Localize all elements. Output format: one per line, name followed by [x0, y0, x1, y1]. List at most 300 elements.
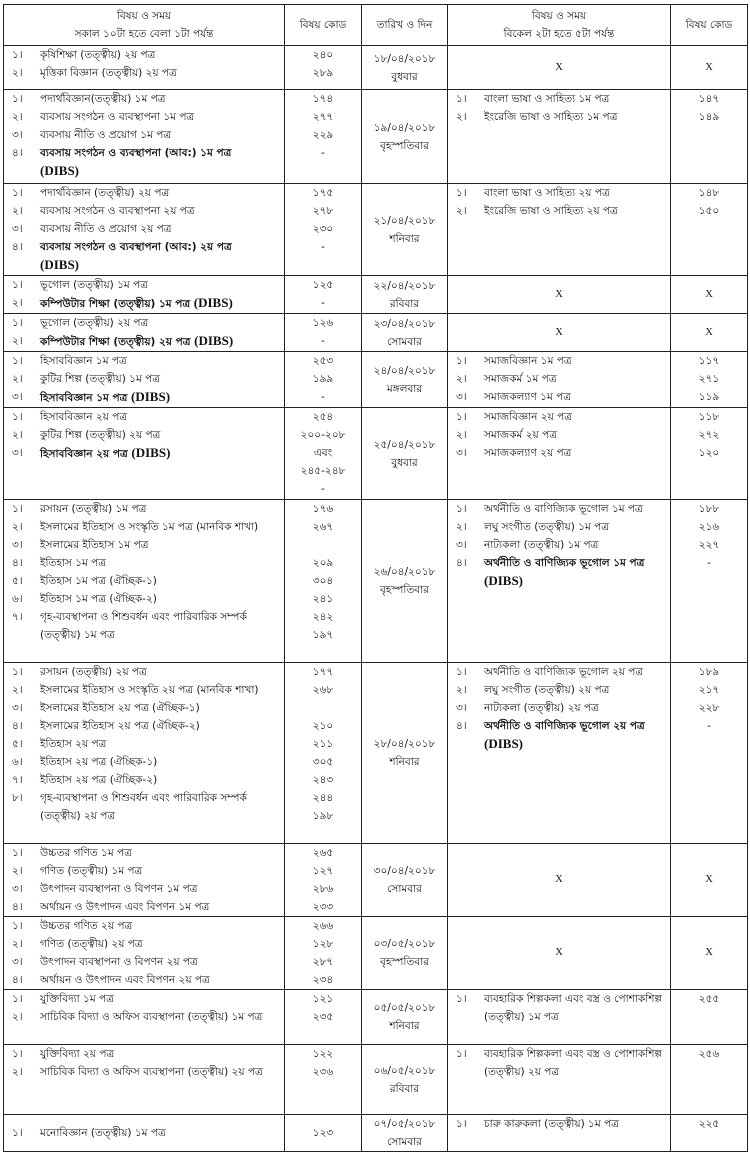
subject-text: সমাজকর্ম ২য় পত্র [484, 429, 557, 441]
code-list [285, 352, 361, 406]
code-list [671, 90, 747, 126]
subject-item [4, 917, 284, 935]
code-spacer [671, 735, 747, 753]
code-list [671, 990, 747, 1026]
subject-code: ৩০৫ [312, 756, 334, 768]
subject-code: ২৫৪ [312, 411, 334, 423]
header-row [4, 5, 748, 46]
day-name: বুধবার [391, 70, 418, 83]
serial-number: ১। [12, 317, 23, 329]
subject-code: ২৩৩ [312, 901, 334, 913]
serial-number: ৩। [456, 702, 467, 714]
subject-text: হিসাববিজ্ঞান ১ম পত্র [40, 355, 127, 367]
subject-text: ভূগোল (তত্ত্বীয়) ১ম পত্র [40, 279, 148, 291]
serial-number: ৩। [456, 391, 467, 403]
no-exam-mark: X [448, 844, 671, 917]
subject-text: পদার্থবিজ্ঞান (তত্ত্বীয়) ২য় পত্র [40, 187, 170, 199]
subject-item [448, 388, 670, 406]
morning-subjects [4, 408, 285, 500]
subject-code: ২৬৮ [312, 684, 334, 696]
serial-number: ১। [456, 1118, 467, 1130]
subject-code: ১২৬ [312, 317, 334, 329]
subject-text: লঘু সংগীত (তত্ত্বীয়) ২য় পত্র [484, 684, 610, 696]
subject-text: ব্যবসায় নীতি ও প্রয়োগ ২য় পত্র [40, 223, 172, 235]
date-value: ০৭/০৫/২০১৮ [373, 1118, 436, 1130]
code-list [285, 314, 361, 350]
subject-code: ১২৫ [312, 279, 334, 291]
subject-item [4, 844, 284, 862]
date-value: ২২/০৪/২০১৮ [373, 279, 436, 292]
subject-name [40, 753, 284, 771]
subject-code: ২৭৮ [312, 205, 334, 217]
subject-name [40, 1124, 284, 1142]
morning-codes [285, 314, 362, 352]
morning-codes [285, 46, 362, 90]
subject-code: ১১৮ [698, 411, 720, 423]
subject-name [40, 220, 284, 238]
subject-item [4, 388, 284, 407]
morning-codes [285, 352, 362, 408]
subject-name [40, 953, 284, 971]
subject-code: ২১১ [312, 738, 334, 750]
exam-date [362, 408, 448, 500]
subject-code: ১২৩ [312, 1127, 334, 1139]
subject-text: হিসাববিজ্ঞান ২য় পত্র [40, 448, 128, 460]
subject-name [40, 1008, 284, 1026]
subject-code: ২৫৬ [698, 1048, 720, 1060]
subject-code: ১৯৯ [312, 373, 334, 385]
subject-list [448, 90, 670, 126]
serial-number: ১। [12, 993, 23, 1005]
serial-number: ৪। [456, 557, 467, 569]
serial-number: ১। [456, 666, 467, 678]
exam-date [362, 844, 448, 917]
morning-subjects [4, 352, 285, 408]
subject-text: ইতিহাস ১ম পত্র (ঐচ্ছিক-২) [40, 593, 157, 605]
subject-code: ১৯৮ [312, 810, 334, 822]
code-list [285, 1045, 361, 1099]
subject-name [484, 990, 670, 1026]
serial-number: ১। [456, 503, 467, 515]
subject-text: ব্যবসায় সংগঠন ও ব্যবস্থাপনা (আব:) ২য় পত্র [40, 241, 232, 253]
subject-text: ব্যবহারিক শিল্পকলা এবং বস্ত্র ও পোশাকশিল্প (তত্ত্বীয়) ১ম পত্র [484, 993, 662, 1023]
subject-list [4, 917, 284, 989]
subject-code: ১৭৪ [312, 93, 334, 105]
subject-name [484, 1115, 670, 1133]
no-exam-mark: X [448, 276, 671, 314]
exam-row [4, 500, 748, 663]
morning-title: বিষয় ও সময় [116, 10, 172, 22]
subject-item [448, 370, 670, 388]
exam-row [4, 314, 748, 352]
subject-item [448, 717, 670, 754]
subject-item [4, 276, 284, 294]
subject-name [40, 789, 284, 825]
serial-number: ২। [456, 521, 467, 533]
date-value: ২৩/০৪/২০১৮ [373, 317, 436, 330]
day-name: শনিবার [389, 756, 420, 768]
code-list [285, 184, 361, 274]
afternoon-subjects [448, 990, 671, 1045]
subject-name [40, 444, 284, 463]
subject-item [448, 681, 670, 699]
serial-number: ১। [12, 355, 23, 367]
serial-number: ১। [12, 666, 23, 678]
subject-name [40, 184, 284, 202]
subject-code: ১২৭ [312, 865, 334, 877]
subject-item [4, 64, 284, 82]
serial-number: ২। [12, 67, 23, 79]
serial-number: ৭। [12, 611, 23, 623]
exam-date [362, 990, 448, 1045]
subject-text: যুক্তিবিদ্যা ১ম পত্র [40, 993, 114, 1005]
exam-date [362, 500, 448, 663]
serial-number: ৪। [12, 557, 23, 569]
subject-name [40, 332, 284, 351]
subject-code: ১১৯ [698, 391, 720, 403]
date-value: ১৯/০৪/২০১৮ [373, 121, 436, 134]
subject-code: ২৬৬ [312, 920, 334, 932]
serial-number: ৪। [12, 147, 23, 159]
subject-list [4, 1124, 284, 1142]
day-name: বুধবার [391, 456, 418, 469]
subject-text: ইসলামের ইতিহাস ২য় পত্র (ঐচ্ছিক-১) [40, 702, 200, 714]
subject-name [40, 898, 284, 916]
subject-item [448, 108, 670, 126]
subject-code: ২৪৩ [312, 774, 334, 786]
afternoon-time: বিকেল ২টা হতে ৫টা পর্যন্ত [503, 28, 615, 40]
subject-list [448, 663, 670, 754]
subject-item [4, 699, 284, 717]
code-list [285, 990, 361, 1044]
code-list [671, 500, 747, 590]
subject-item [448, 518, 670, 536]
serial-number: ২। [12, 335, 23, 347]
serial-number: ৩। [12, 129, 23, 141]
subject-code: ২৪৪ [312, 792, 334, 804]
exam-row [4, 917, 748, 990]
morning-subjects [4, 500, 285, 663]
no-exam-code-mark: X [671, 276, 748, 314]
subject-text: ভূগোল (তত্ত্বীয়) ২য় পত্র [40, 317, 149, 329]
subject-name [484, 681, 670, 699]
exam-date [362, 663, 448, 844]
subject-item [448, 663, 670, 681]
subject-code: ১২৮ [312, 938, 334, 950]
subject-item [4, 1008, 284, 1026]
serial-number: ১। [12, 279, 23, 291]
morning-subjects [4, 1045, 285, 1115]
serial-number: ৩। [12, 391, 23, 403]
serial-number: ২। [12, 938, 23, 950]
subject-item [448, 90, 670, 108]
subject-name [40, 370, 284, 388]
subject-name [40, 699, 284, 717]
subject-name [40, 608, 284, 644]
serial-number: ৫। [12, 738, 23, 750]
subject-list [4, 990, 284, 1026]
serial-number: ৭। [12, 774, 23, 786]
code-list [671, 1045, 747, 1081]
subject-name [40, 64, 284, 82]
date-value: ২৫/০৪/২০১৮ [373, 438, 436, 451]
subject-item [448, 536, 670, 554]
subject-text: ইতিহাস ২য় পত্র [40, 738, 107, 750]
subject-text: মৃত্তিকা বিজ্ঞান (তত্ত্বীয়) ২য় পত্র [40, 67, 177, 79]
subject-text: গণিত (তত্ত্বীয়) ১ম পত্র [40, 865, 143, 877]
morning-time: সকাল ১০টা হতে বেলা ১টা পর্যন্ত [74, 28, 214, 40]
subject-item [4, 590, 284, 608]
subject-text: যুক্তিবিদ্যা ২য় পত্র [40, 1048, 115, 1060]
subject-code: ২৫৫ [698, 993, 720, 1005]
subject-item [448, 500, 670, 518]
subject-name [40, 352, 284, 370]
subject-item [4, 554, 284, 572]
subject-name [484, 663, 670, 681]
code-list [285, 917, 361, 989]
exam-row [4, 844, 748, 917]
subject-name [484, 554, 670, 591]
subject-code: ২৭৭ [312, 111, 334, 123]
subject-item [4, 572, 284, 590]
day-name: শনিবার [389, 232, 420, 245]
subject-name [40, 717, 284, 735]
subject-code: ২৬৫ [312, 847, 334, 859]
day-name: মঙ্গলবার [386, 382, 423, 395]
no-exam-code-mark: X [671, 46, 748, 90]
subject-text: ইসলামের ইতিহাস ১ম পত্র [40, 539, 149, 551]
subject-text: গৃহ-ব্যবস্থাপনা ও শিশুবর্ধন এবং পারিবারিক সম্পর্ক (তত্ত্বীয়) ২য় পত্র [40, 792, 247, 822]
morning-codes [285, 844, 362, 917]
subject-name [40, 771, 284, 789]
serial-number: ১। [456, 1048, 467, 1060]
subject-name [484, 426, 670, 444]
subject-text: অর্থনীতি ও বাণিজ্যিক ভূগোল ১ম পত্র [484, 503, 643, 515]
date-value: ২৮/০৪/২০১৮ [373, 738, 436, 750]
morning-codes [285, 500, 362, 663]
serial-number: ২। [12, 521, 23, 533]
subject-text: গণিত (তত্ত্বীয়) ২য় পত্র [40, 938, 143, 950]
subject-item [4, 144, 284, 181]
serial-number: ৬। [12, 593, 23, 605]
afternoon-subjects [448, 500, 671, 663]
afternoon-header [448, 5, 671, 46]
subject-text: ইসলামের ইতিহাস ও সংস্কৃতি ১ম পত্র (মানবিক শাখা) [40, 521, 259, 533]
subject-name [40, 844, 284, 862]
subject-item [4, 332, 284, 351]
serial-number: ১। [12, 847, 23, 859]
subject-code: ২৫৩ [312, 355, 334, 367]
morning-subjects [4, 990, 285, 1045]
subject-item [448, 184, 670, 202]
code-list [285, 46, 361, 82]
subject-list [4, 408, 284, 463]
subject-code: ১৯৭ [312, 629, 334, 641]
subject-name [40, 388, 284, 407]
subject-item [4, 108, 284, 126]
subject-name [484, 408, 670, 426]
subject-code: ২২৭ [698, 539, 720, 551]
no-exam-mark: X [448, 314, 671, 352]
subject-code: ২৮৯ [312, 67, 334, 79]
subject-text: ইংরেজি ভাষা ও সাহিত্য ২য় পত্র [484, 205, 618, 217]
subject-text: ইসলামের ইতিহাস ২য় পত্র (ঐচ্ছিক-২) [40, 720, 200, 732]
subject-code: ২০০-২০৮ [300, 429, 346, 441]
subject-name [40, 917, 284, 935]
subject-name [484, 352, 670, 370]
serial-number: ২। [12, 205, 23, 217]
date-value: ০৩/০৫/২০১৮ [373, 938, 436, 950]
subject-name [40, 971, 284, 989]
subject-item [448, 554, 670, 591]
subject-item [4, 971, 284, 989]
dibs-tag: (DIBS) [194, 333, 234, 348]
no-exam-code-mark: X [671, 314, 748, 352]
subject-item [4, 898, 284, 916]
exam-row [4, 276, 748, 314]
subject-name [40, 880, 284, 898]
subject-name [484, 108, 670, 126]
morning-codes [285, 663, 362, 844]
subject-item [448, 352, 670, 370]
afternoon-codes [671, 990, 748, 1045]
subject-code: ২৪২ [312, 611, 334, 623]
serial-number: ১। [456, 355, 467, 367]
subject-text: সমাজকর্ম ১ম পত্র [484, 373, 557, 385]
subject-item [4, 426, 284, 444]
date-value: ১৮/০৪/২০১৮ [373, 52, 436, 65]
subject-list [448, 408, 670, 462]
afternoon-codes [671, 1115, 748, 1152]
subject-code: ১৭৫ [312, 187, 334, 199]
subject-name [40, 90, 284, 108]
serial-number: ১। [12, 920, 23, 932]
exam-date [362, 352, 448, 408]
serial-number: ১। [12, 1127, 23, 1139]
subject-text: ব্যবহারিক শিল্পকলা এবং বস্ত্র ও পোশাকশিল্প (তত্ত্বীয়) ২য় পত্র [484, 1048, 662, 1078]
subject-name [40, 990, 284, 1008]
serial-number: ১। [12, 411, 23, 423]
subject-name [40, 238, 284, 275]
subject-code-extra: ২৪৫-২৪৮ [300, 465, 346, 477]
subject-name [40, 426, 284, 444]
code-list [671, 663, 747, 753]
serial-number: ১। [12, 49, 23, 61]
code-list [285, 276, 361, 312]
serial-number: ২। [456, 205, 467, 217]
subject-text: নাট্যকলা (তত্ত্বীয়) ২য় পত্র [484, 702, 599, 714]
subject-item [448, 1045, 670, 1081]
subject-code: ২২৮ [698, 702, 720, 714]
no-exam-mark: X [448, 917, 671, 990]
afternoon-title: বিষয় ও সময় [531, 10, 587, 22]
subject-name [40, 1063, 284, 1081]
afternoon-subjects [448, 663, 671, 844]
code-list [285, 500, 361, 662]
morning-codes [285, 1045, 362, 1115]
subject-text: উচ্চতর গণিত ২য় পত্র [40, 920, 133, 932]
subject-list [4, 1045, 284, 1081]
subject-code: ১২১ [312, 993, 334, 1005]
subject-code: ১৪৭ [698, 93, 720, 105]
subject-code: - [321, 241, 325, 253]
subject-name [484, 717, 670, 754]
exam-routine-table [3, 4, 748, 1152]
subject-text: লঘু সংগীত (তত্ত্বীয়) ১ম পত্র [484, 521, 609, 533]
serial-number: ১। [456, 93, 467, 105]
afternoon-subjects [448, 90, 671, 184]
morning-subjects [4, 90, 285, 184]
serial-number: ১। [12, 1048, 23, 1060]
code-list [671, 1115, 747, 1133]
subject-text: উৎপাদন ব্যবস্থাপনা ও বিপণন ২য় পত্র [40, 956, 198, 968]
exam-row [4, 46, 748, 90]
day-name: সোমবার [387, 335, 422, 348]
code-spacer [285, 536, 361, 554]
subject-list [448, 990, 670, 1026]
subject-text: ব্যবসায় সংগঠন ও ব্যবস্থাপনা ১ম পত্র [40, 111, 195, 123]
subject-text: সাচিবিক বিদ্যা ও অফিস ব্যবস্থাপনা (তত্ত্বীয়) ১ম পত্র [40, 1011, 263, 1023]
morning-subjects [4, 184, 285, 276]
date-value: ০৬/০৫/২০১৮ [373, 1064, 436, 1077]
morning-subjects [4, 1115, 285, 1152]
subject-text: গৃহ-ব্যবস্থাপনা ও শিশুবর্ধন এবং পারিবারিক সম্পর্ক (তত্ত্বীয়) ১ম পত্র [40, 611, 247, 641]
subject-item [4, 408, 284, 426]
subject-text: উৎপাদন ব্যবস্থাপনা ও বিপণন ১ম পত্র [40, 883, 198, 895]
subject-item [4, 735, 284, 753]
date-value: ৩০/০৪/২০১৮ [373, 865, 436, 877]
code-list [285, 663, 361, 843]
subject-item [4, 1045, 284, 1063]
subject-code: ১৫০ [698, 205, 720, 217]
subject-list [448, 1045, 670, 1081]
subject-name [40, 536, 284, 554]
subject-code: ১২০ [698, 447, 720, 459]
subject-name [40, 144, 284, 181]
morning-header [4, 5, 285, 46]
serial-number: ২। [12, 429, 23, 441]
subject-text: কুটির শিল্প (তত্ত্বীয়) ১ম পত্র [40, 373, 161, 385]
subject-code: - [321, 391, 325, 403]
afternoon-subjects [448, 352, 671, 408]
subject-text: মনোবিজ্ঞান (তত্ত্বীয়) ১ম পত্র [40, 1127, 166, 1139]
subject-name [40, 862, 284, 880]
subject-name [40, 202, 284, 220]
subject-item [4, 681, 284, 699]
subject-item [4, 880, 284, 898]
subject-item [448, 444, 670, 462]
subject-code: ২১৭ [698, 684, 720, 696]
date-value: ২৪/০৪/২০১৮ [373, 364, 436, 377]
subject-item [4, 789, 284, 825]
subject-code: ২৪১ [312, 593, 334, 605]
dibs-tag: (DIBS) [131, 389, 171, 404]
subject-code: ১৪৮ [698, 187, 720, 199]
serial-number: ২। [12, 684, 23, 696]
subject-code: ২৮৭ [312, 956, 334, 968]
subject-list [4, 90, 284, 181]
subject-name [484, 90, 670, 108]
dibs-tag: (DIBS) [40, 163, 80, 178]
code-list [671, 352, 747, 406]
serial-number: ২। [12, 1066, 23, 1078]
subject-name [40, 681, 284, 699]
afternoon-codes [671, 184, 748, 276]
subject-code: ২৩০ [312, 223, 334, 235]
subject-text: চারু কারুকলা (তত্ত্বীয়) ১ম পত্র [484, 1118, 619, 1130]
morning-subjects [4, 46, 285, 90]
code-spacer [285, 1026, 361, 1044]
